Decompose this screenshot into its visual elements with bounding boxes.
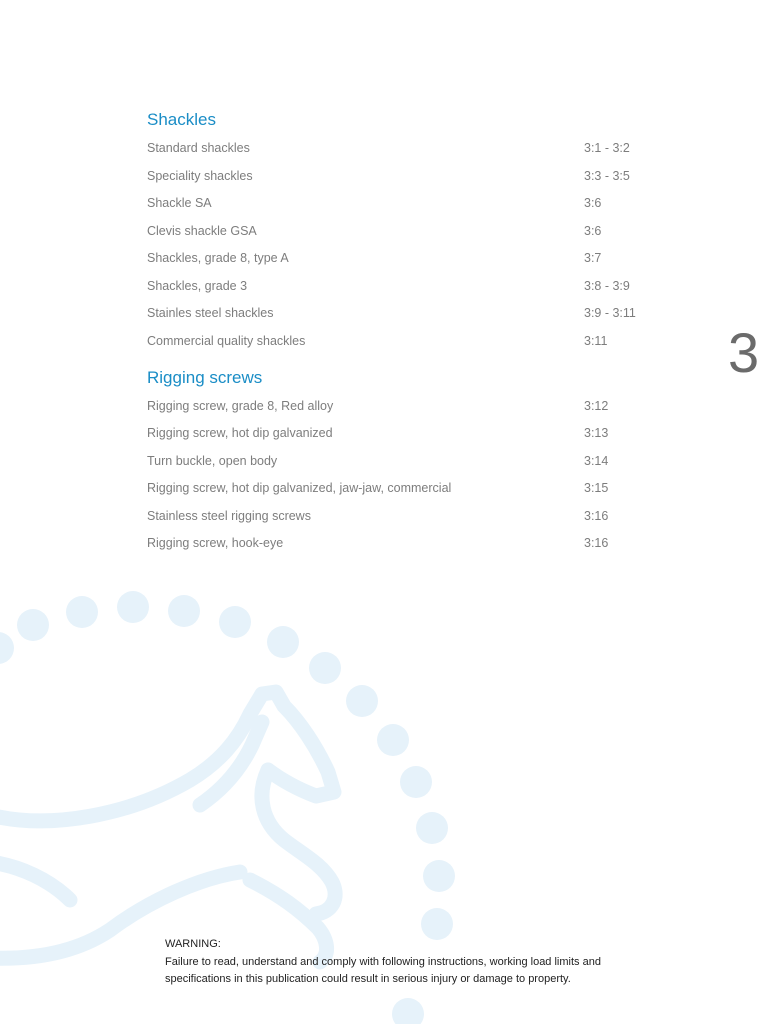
decorative-dot: [168, 595, 200, 627]
toc-entry: [147, 393, 667, 421]
toc-entry: [147, 503, 667, 531]
toc-entry: [147, 420, 667, 448]
toc-entry-pages: 3:15: [584, 481, 609, 496]
toc-entry-pages: 3:13: [584, 426, 609, 441]
toc-entry: [147, 190, 667, 218]
toc-entry-label: Rigging screw, hot dip galvanized: [147, 426, 333, 441]
toc-entry-label: Shackles, grade 8, type A: [147, 251, 289, 266]
decorative-dot: [0, 632, 14, 664]
toc-entry: [147, 475, 667, 503]
toc-entry-label: Stainles steel shackles: [147, 306, 274, 321]
toc-entry-label: Turn buckle, open body: [147, 453, 278, 468]
toc-entry-pages: 3:14: [584, 453, 609, 468]
table-of-contents: [147, 109, 667, 558]
horse-outline: [0, 692, 335, 962]
horse-back-neck-head: [0, 692, 334, 821]
toc-entry-label: Clevis shackle GSA: [147, 223, 257, 238]
toc-entry-pages: 3:16: [584, 508, 609, 523]
toc-entry: [147, 328, 667, 356]
toc-section-rigging-screws: [147, 367, 667, 558]
section-title: Rigging screws: [147, 367, 263, 387]
decorative-dot: [392, 998, 424, 1024]
toc-entry: [147, 300, 667, 328]
decorative-dot: [416, 812, 448, 844]
toc-entry-pages: 3:11: [584, 333, 608, 348]
toc-entry-label: Rigging screw, hot dip galvanized, jaw-jaw, commercial: [147, 481, 452, 496]
toc-section-shackles: [147, 109, 667, 356]
warning-notice: [165, 936, 601, 989]
decorative-dot: [267, 626, 299, 658]
section-title: Shackles: [147, 110, 216, 129]
decorative-dot: [400, 766, 432, 798]
toc-entry-label: Commercial quality shackles: [147, 333, 306, 348]
toc-entry-pages: 3:16: [584, 536, 609, 551]
toc-entry: [147, 245, 667, 273]
warning-text-line: specifications in this publication could result in serious injury or damage to property.: [165, 973, 571, 985]
toc-entry-pages: 3:8 - 3:9: [584, 278, 630, 293]
warning-title: WARNING:: [165, 938, 221, 950]
toc-entry-label: Shackles, grade 3: [147, 278, 248, 293]
toc-entry: [147, 218, 667, 246]
toc-entry: [147, 163, 667, 191]
decorative-dot: [423, 860, 455, 892]
toc-entry: [147, 530, 667, 558]
toc-entry-pages: 3:7: [584, 251, 602, 266]
toc-entry-label: Standard shackles: [147, 141, 250, 155]
decorative-dot: [219, 606, 251, 638]
toc-entry: [147, 135, 667, 163]
decorative-dot: [377, 724, 409, 756]
toc-entry-pages: 3:9 - 3:11: [584, 306, 636, 321]
toc-entry: [147, 273, 667, 301]
decorative-dot: [309, 652, 341, 684]
chapter-number: 3: [728, 321, 760, 384]
toc-entry-label: Stainless steel rigging screws: [147, 508, 311, 523]
toc-entry-label: Rigging screw, hook-eye: [147, 536, 284, 551]
decorative-dot: [346, 685, 378, 717]
toc-entry-pages: 3:6: [584, 196, 602, 211]
toc-entry-pages: 3:6: [584, 223, 602, 238]
toc-entry-pages: 3:12: [584, 398, 609, 413]
warning-text-line: Failure to read, understand and comply with following instructions, working load limits and: [165, 955, 601, 968]
horse-hind: [0, 862, 70, 900]
toc-entry: [147, 448, 667, 476]
decorative-dot: [117, 591, 149, 623]
toc-entry-label: Speciality shackles: [147, 168, 253, 183]
toc-entry-pages: 3:1 - 3:2: [584, 141, 630, 155]
decorative-dot: [17, 609, 49, 641]
decorative-dot: [66, 596, 98, 628]
toc-entry-pages: 3:3 - 3:5: [584, 168, 630, 183]
toc-entry-label: Shackle SA: [147, 196, 212, 211]
toc-entry-label: Rigging screw, grade 8, Red alloy: [147, 398, 334, 413]
